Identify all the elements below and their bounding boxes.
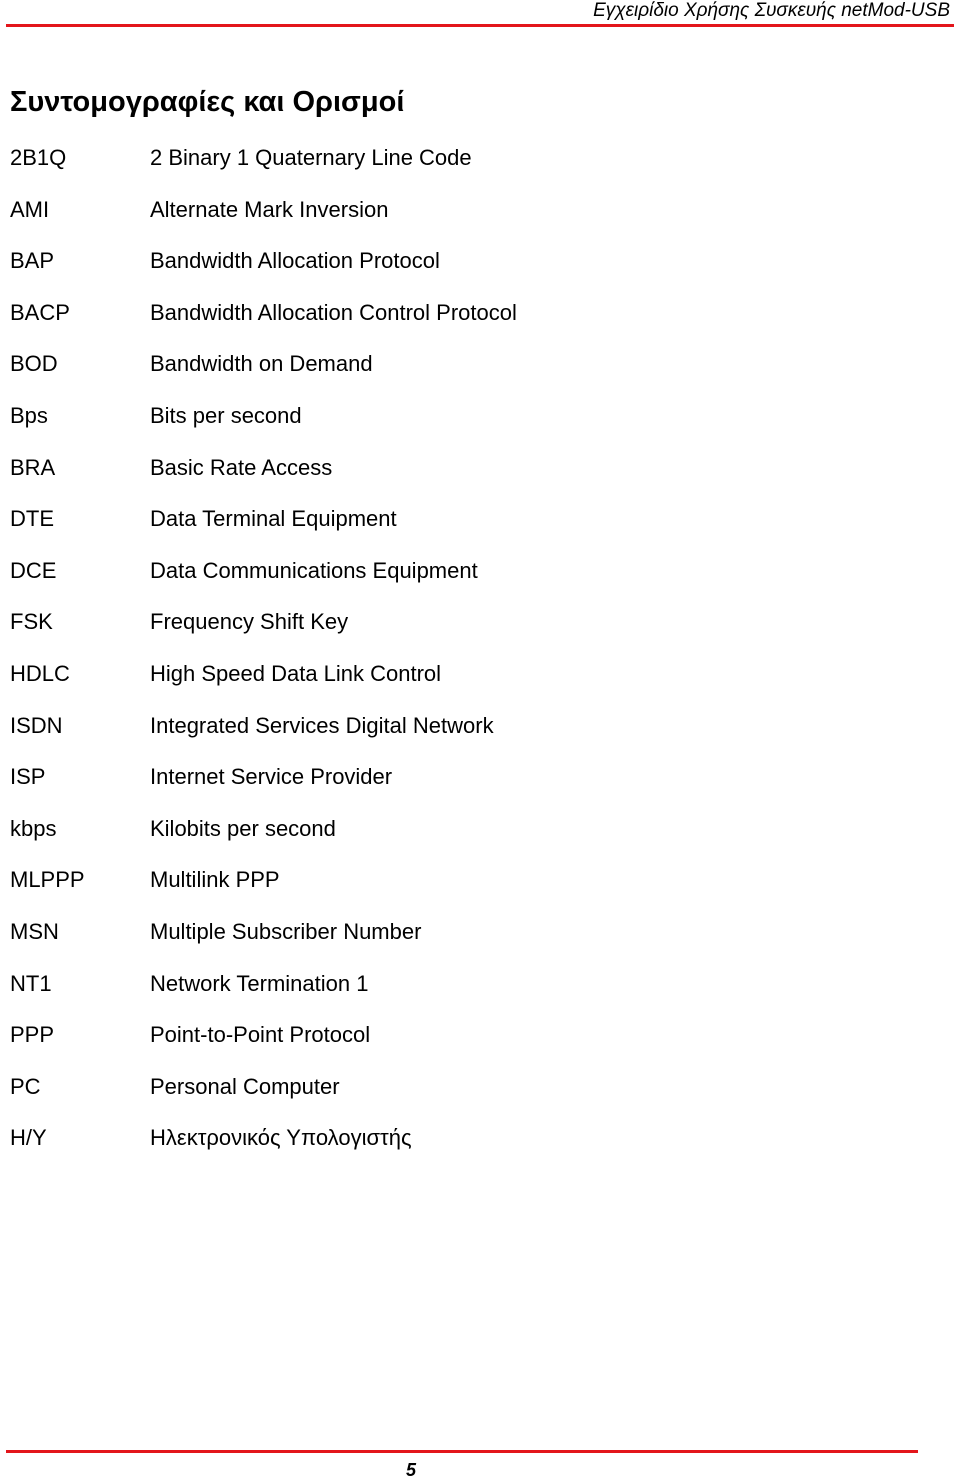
glossary-row: [10, 653, 910, 705]
glossary-row: [10, 189, 910, 241]
glossary-definition: Data Terminal Equipment: [150, 506, 397, 532]
glossary-definition: 2 Binary 1 Quaternary Line Code: [150, 145, 472, 170]
glossary-definition: Integrated Services Digital Network: [150, 712, 494, 738]
glossary-term: PC: [10, 1073, 41, 1099]
header-rule: [6, 24, 954, 27]
glossary-term: PPP: [10, 1022, 55, 1048]
glossary-definition: Bandwidth Allocation Protocol: [150, 248, 440, 274]
glossary-definition: Multilink PPP: [150, 867, 280, 893]
glossary-term: DCE: [10, 557, 57, 583]
glossary-definition: Bandwidth on Demand: [150, 351, 373, 377]
glossary-term: BAP: [10, 248, 55, 274]
glossary-row: [10, 808, 910, 860]
section-title: Συντομογραφίες και Ορισμοί: [10, 86, 405, 118]
glossary-row: [10, 859, 910, 911]
glossary-definition: Alternate Mark Inversion: [150, 196, 389, 222]
glossary-definition: Multiple Subscriber Number: [150, 918, 422, 944]
glossary-definition: Data Communications Equipment: [150, 557, 478, 583]
glossary-row: [10, 498, 910, 550]
glossary-term: kbps: [10, 815, 57, 841]
glossary-row: [10, 1014, 910, 1066]
glossary-term: ISP: [10, 764, 46, 790]
glossary-definition: Ηλεκτρονικός Υπολογιστής: [150, 1125, 412, 1151]
glossary-term: BOD: [10, 351, 58, 377]
glossary-term: HDLC: [10, 660, 70, 686]
glossary-definition: Bandwidth Allocation Control Protocol: [150, 299, 517, 325]
running-header-title: Εγχειρίδιο Χρήσης Συσκευής netMod-USB: [593, 0, 950, 21]
glossary-row: [10, 447, 910, 499]
glossary-row: [10, 240, 910, 292]
glossary-definition: Point-to-Point Protocol: [150, 1022, 371, 1048]
glossary-term: DTE: [10, 506, 54, 532]
glossary-row: [10, 705, 910, 757]
glossary-term: AMI: [10, 196, 50, 222]
glossary-term: MLPPP: [10, 867, 85, 893]
glossary-term: H/Y: [10, 1125, 47, 1151]
glossary-term: ISDN: [10, 712, 63, 738]
glossary-definition: High Speed Data Link Control: [150, 660, 442, 686]
glossary-row: [10, 1066, 910, 1118]
glossary-row: [10, 550, 910, 602]
glossary-term: MSN: [10, 918, 59, 944]
glossary-row: [10, 601, 910, 653]
glossary-row: [10, 292, 910, 344]
glossary-row: [10, 963, 910, 1015]
glossary-term: 2B1Q: [10, 145, 67, 170]
page-number: 5: [405, 1460, 416, 1480]
glossary-term: NT1: [10, 970, 52, 996]
glossary-term: FSK: [10, 609, 53, 635]
glossary-term: BACP: [10, 299, 70, 325]
glossary-row: [10, 1117, 910, 1169]
glossary-row: [10, 343, 910, 395]
glossary-row: [10, 756, 910, 808]
glossary-term: Bps: [10, 402, 48, 428]
glossary-definition: Personal Computer: [150, 1073, 340, 1099]
glossary-definition: Network Termination 1: [150, 970, 369, 996]
glossary-row: [10, 911, 910, 963]
glossary-row: [10, 137, 910, 189]
glossary-list: [10, 137, 910, 1169]
glossary-term: BRA: [10, 454, 56, 480]
glossary-definition: Internet Service Provider: [150, 764, 393, 790]
glossary-definition: Frequency Shift Key: [150, 609, 349, 635]
footer-rule: [6, 1450, 918, 1453]
glossary-row: [10, 395, 910, 447]
glossary-definition: Kilobits per second: [150, 815, 336, 841]
glossary-definition: Bits per second: [150, 402, 302, 428]
glossary-definition: Basic Rate Access: [150, 454, 333, 480]
